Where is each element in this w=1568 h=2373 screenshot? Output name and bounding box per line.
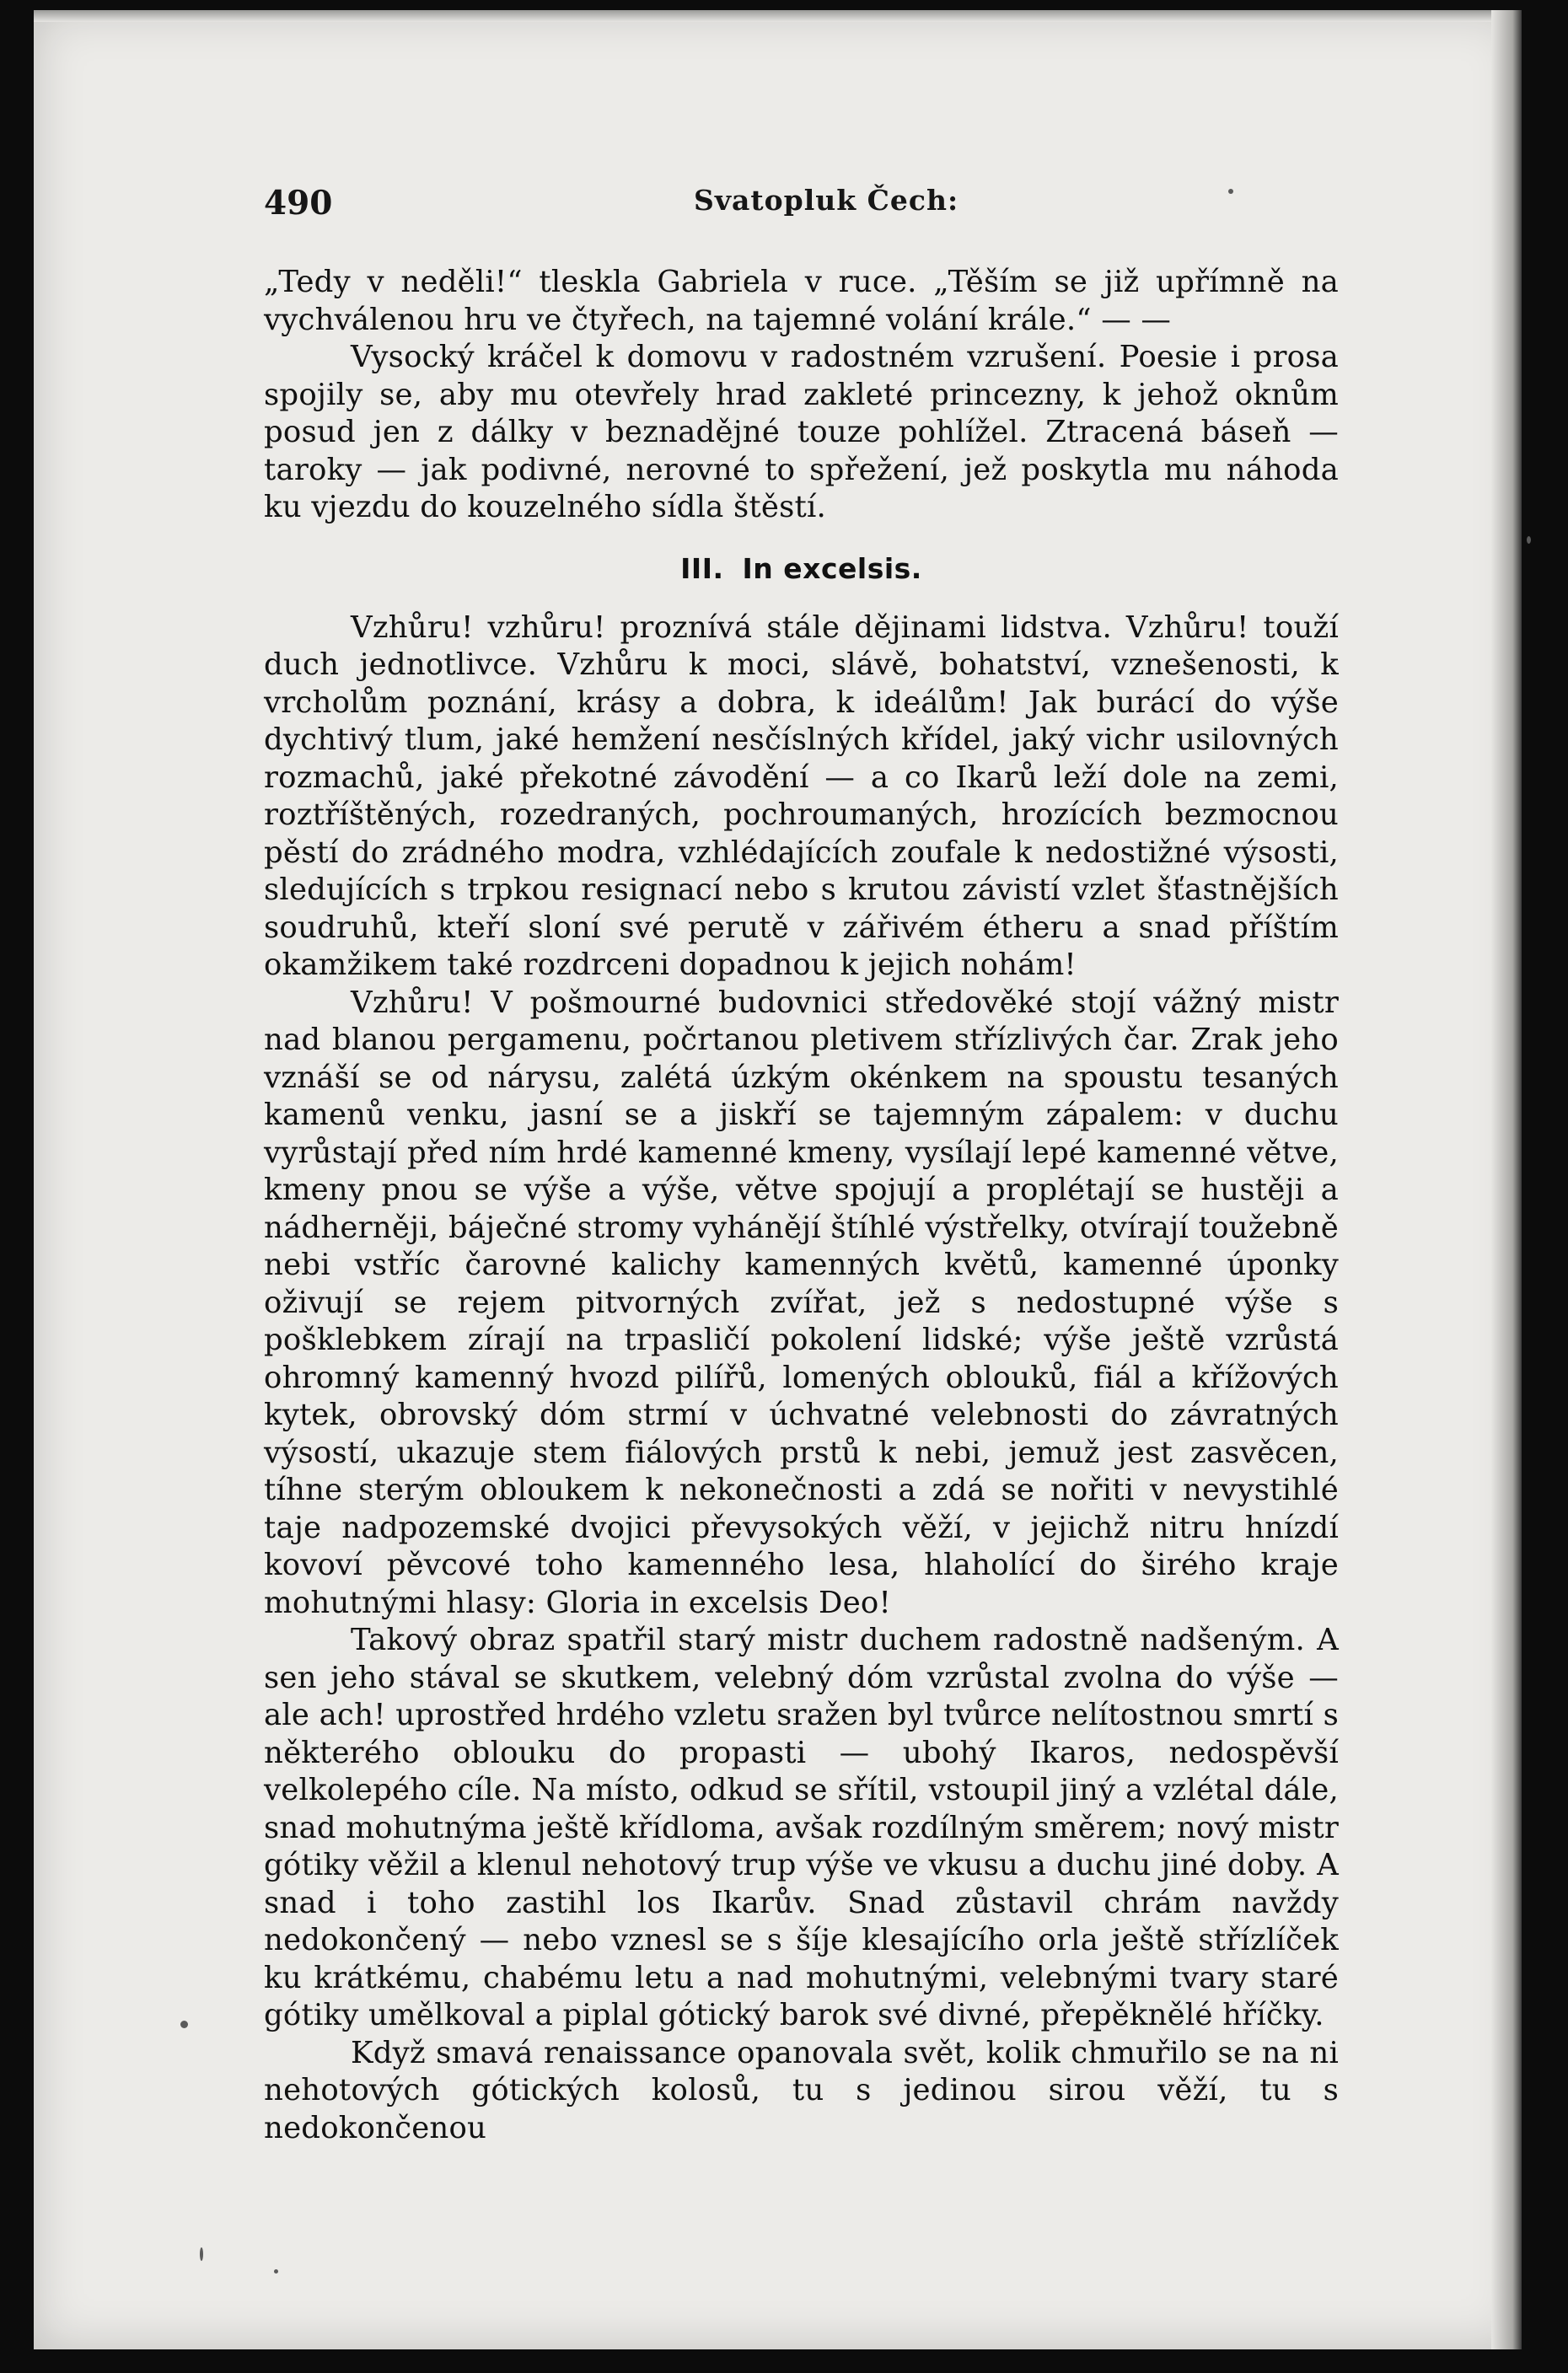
paragraph: Když smavá renaissance opanovala svět, kolik chmuřilo se na ni nehotových gótických kolosů, tu s jedinou sirou věží, tu s nedokončenou bbox=[264, 2035, 1339, 2145]
section-title: In excelsis. bbox=[742, 551, 922, 585]
section-heading bbox=[264, 545, 1339, 593]
paper-speck bbox=[180, 2021, 188, 2028]
paragraph: Vzhůru! V pošmourné budovnici středověké stojí vážný mistr nad blanou pergamenu, počrtanou pletivem střízlivých čar. Zrak jeho vznáší se od nárysu, zalétá úzkým okénkem na spoustu tesaných kamenů venku, jasní se a jiskří se tajemným zápalem: v duchu vyrůstají před ním hrdé kamenné kmeny, vysílají lepé kamenné větve, kmeny pnou se výše a výše, větve spojují a proplétají se hustěji a nádherněji, báječné stromy vyhánějí štíhlé výstřelky, otvírají toužebně nebi vstříc čarovné kalichy kamenných květů, kamenné úponky oživují se rejem pitvorných zvířat, jež s nedostupné výše s pošklebkem zírají na trpasličí pokolení lidské; výše ještě vzrůstá ohromný kamenný hvozd pilířů, lomených oblouků, fiál a křížových kytek, obrovský dóm strmí v úchvatné velebnosti do závratných výsostí, ukazuje stem fiálových prstů k nebi, jemuž jest zasvěcen, tíhne sterým obloukem k nekonečnosti a zdá se nořiti v nevystihlé taje nadpozemské dvojici převysokých věží, v jejichž nitru hnízdí kovoví pěvcové toho kamenného lesa, hlaholící do širého kraje mohutnými hlasy: Gloria in excelsis Deo! bbox=[264, 985, 1339, 1620]
page-header bbox=[264, 184, 1339, 224]
paper-speck bbox=[1527, 536, 1531, 544]
paragraph: „Tedy v neděli!“ tleskla Gabriela v ruce. „Těším se již upřímně na vychválenou hru ve čtyřech, na tajemné volání krále.“ — — bbox=[264, 265, 1339, 337]
paper-speck bbox=[200, 2247, 203, 2261]
paper-speck bbox=[274, 2269, 278, 2274]
paragraph: Takový obraz spatřil starý mistr duchem radostně nadšeným. A sen jeho stával se skutkem, velebný dóm vzrůstal zvolna do výše — ale ach! uprostřed hrdého vzletu sražen byl tvůrce nelítostnou smrtí s některého oblouku do propasti — ubohý Ikaros, nedospěvší velkolepého cíle. Na místo, odkud se sřítil, vstoupil jiný a vzlétal dále, snad mohutnýma ještě křídloma, avšak rozdílným směrem; nový mistr gótiky věžil a klenul nehotový trup výše ve vkusu a duchu jiné doby. A snad i toho zastihl los Ikarův. Snad zůstavil chrám navždy nedokončený — nebo vznesl se s šíje klesajícího orla ještě střízlíček ku krátkému, chabému letu a nad mohutnými, velebnými tvary staré gótiky umělkoval a piplal gótický barok své divné, přepěknělé hříčky. bbox=[264, 1623, 1339, 2032]
text-block bbox=[264, 264, 1339, 2147]
page-top-edge bbox=[34, 10, 1522, 22]
section-number: III. bbox=[680, 551, 724, 585]
paragraph: Vysocký kráčel k domovu v radostném vzrušení. Poesie i prosa spojily se, aby mu otevřely hrad zakleté princezny, k jehož oknům posud jen z dálky v beznadějné touze pohlížel. Ztracená báseň — taroky — jak podivné, nerovné to spřežení, jež poskytla mu náhoda ku vjezdu do kouzelného sídla štěstí. bbox=[264, 340, 1339, 524]
running-head: Svatopluk Čech: bbox=[694, 184, 959, 217]
page-number: 490 bbox=[264, 184, 333, 223]
paragraph: Vzhůru! vzhůru! proznívá stále dějinami lidstva. Vzhůru! touží duch jednotlivce. Vzhůru k moci, slávě, bohatství, vznešenosti, k vrcholům poznání, krásy a dobra, k ideálům! Jak burácí do výše dychtivý tlum, jaké hemžení nesčíslných křídel, jaký vichr usilovných rozmachů, jaké překotné závodění — a co Ikarů leží dole na zemi, roztříštěných, rozedraných, pochroumaných, hrozících bezmocnou pěstí do zrádného modra, vzhlédajících zoufale k nedostižné výsosti, sledujících s trpkou resignací nebo s krutou závistí vzlet šťastnějších soudruhů, kteří sloní své perutě v zářivém étheru a snad příštím okamžikem také rozdrceni dopadnou k jejich nohám! bbox=[264, 609, 1339, 982]
page-spine-edge bbox=[1491, 10, 1522, 2349]
